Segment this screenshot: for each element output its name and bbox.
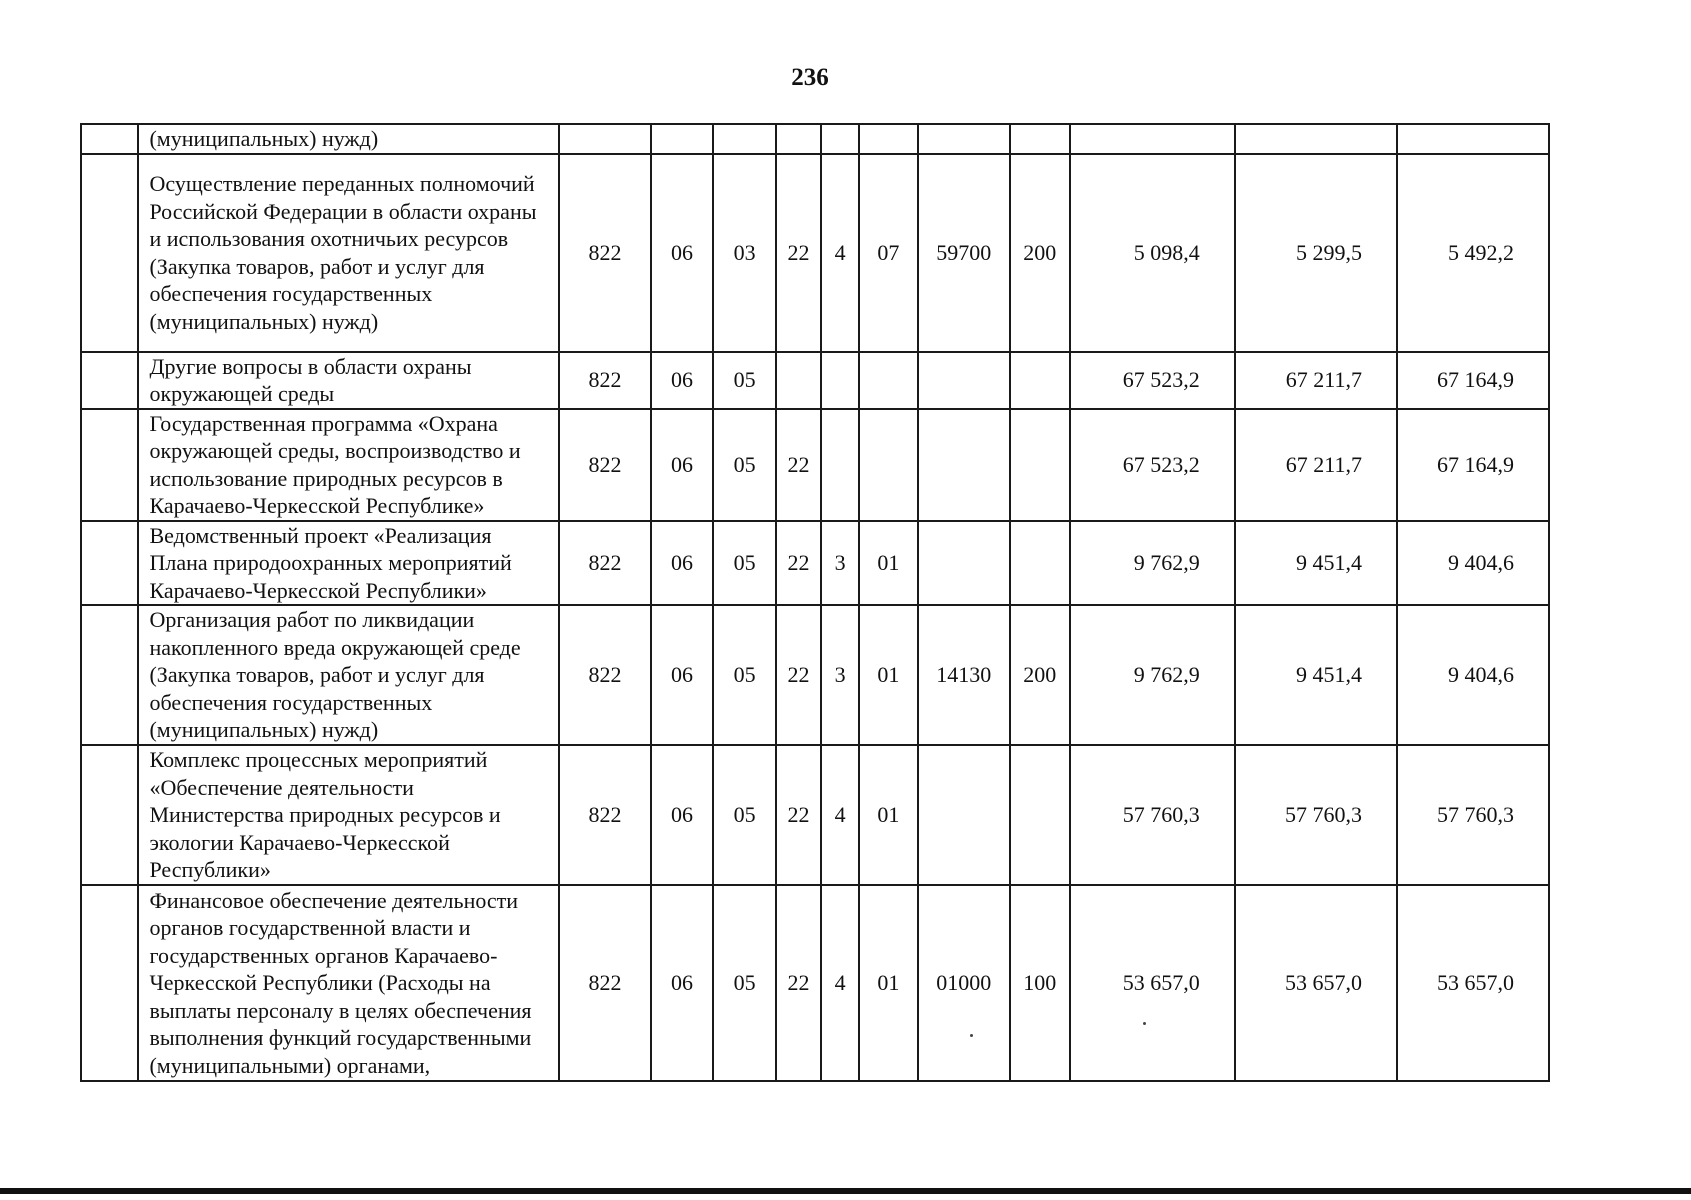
- section-code-cell: 06: [651, 409, 714, 521]
- event-code-cell: [859, 409, 918, 521]
- row-number-cell: [81, 605, 138, 745]
- budget-table: [80, 123, 1550, 1082]
- direction-code-cell: [918, 352, 1010, 409]
- amount-2026-cell: 5 299,5: [1235, 154, 1397, 352]
- event-code-cell: 01: [859, 745, 918, 885]
- event-code-cell: 01: [859, 521, 918, 606]
- expense-type-code-cell: 100: [1010, 885, 1070, 1081]
- amount-2026-cell: 53 657,0: [1235, 885, 1397, 1081]
- amount-2027-cell: 67 164,9: [1397, 352, 1549, 409]
- admin-code-cell: 822: [559, 154, 650, 352]
- direction-code-cell: [918, 521, 1010, 606]
- admin-code-cell: 822: [559, 409, 650, 521]
- admin-code-cell: 822: [559, 745, 650, 885]
- subsection-code-cell: 05: [713, 745, 776, 885]
- direction-code-cell: 14130: [918, 605, 1010, 745]
- admin-code-cell: 822: [559, 885, 650, 1081]
- row-number-cell: [81, 409, 138, 521]
- item-name-cell: Другие вопросы в области охраны окружающей среды: [138, 352, 559, 409]
- event-code-cell: [859, 124, 918, 154]
- table-row: [81, 605, 1549, 745]
- section-code-cell: 06: [651, 885, 714, 1081]
- amount-2027-cell: 53 657,0: [1397, 885, 1549, 1081]
- amount-2027-cell: 5 492,2: [1397, 154, 1549, 352]
- amount-2025-cell: [1070, 124, 1235, 154]
- program-code-cell: 22: [776, 605, 821, 745]
- row-number-cell: [81, 521, 138, 606]
- amount-2025-cell: 67 523,2: [1070, 409, 1235, 521]
- row-number-cell: [81, 154, 138, 352]
- expense-type-code-cell: [1010, 409, 1070, 521]
- amount-2025-cell: 53 657,0: [1070, 885, 1235, 1081]
- event-code-cell: 01: [859, 605, 918, 745]
- program-code-cell: 22: [776, 409, 821, 521]
- table-row: [81, 885, 1549, 1081]
- amount-2025-cell: 5 098,4: [1070, 154, 1235, 352]
- table-body: [81, 124, 1549, 1081]
- scan-speck: [970, 1034, 973, 1037]
- row-number-cell: [81, 885, 138, 1081]
- subprogram-code-cell: [821, 409, 859, 521]
- amount-2027-cell: [1397, 124, 1549, 154]
- admin-code-cell: [559, 124, 650, 154]
- row-number-cell: [81, 745, 138, 885]
- program-code-cell: 22: [776, 521, 821, 606]
- subprogram-code-cell: 4: [821, 745, 859, 885]
- direction-code-cell: [918, 745, 1010, 885]
- subsection-code-cell: 05: [713, 885, 776, 1081]
- expense-type-code-cell: [1010, 521, 1070, 606]
- expense-type-code-cell: [1010, 745, 1070, 885]
- expense-type-code-cell: 200: [1010, 605, 1070, 745]
- page-number: 236: [791, 64, 829, 91]
- item-name-cell: Ведомственный проект «Реализация Плана природоохранных мероприятий Карачаево-Черкесской Республики»: [138, 521, 559, 606]
- expense-type-code-cell: 200: [1010, 154, 1070, 352]
- amount-2025-cell: 67 523,2: [1070, 352, 1235, 409]
- subsection-code-cell: 05: [713, 521, 776, 606]
- direction-code-cell: [918, 409, 1010, 521]
- section-code-cell: 06: [651, 605, 714, 745]
- amount-2027-cell: 9 404,6: [1397, 605, 1549, 745]
- row-number-cell: [81, 124, 138, 154]
- admin-code-cell: 822: [559, 521, 650, 606]
- table-row: [81, 745, 1549, 885]
- item-name-cell: (муниципальных) нужд): [138, 124, 559, 154]
- amount-2025-cell: 57 760,3: [1070, 745, 1235, 885]
- expense-type-code-cell: [1010, 124, 1070, 154]
- amount-2026-cell: 67 211,7: [1235, 409, 1397, 521]
- amount-2025-cell: 9 762,9: [1070, 521, 1235, 606]
- amount-2026-cell: [1235, 124, 1397, 154]
- amount-2026-cell: 67 211,7: [1235, 352, 1397, 409]
- amount-2026-cell: 57 760,3: [1235, 745, 1397, 885]
- section-code-cell: 06: [651, 521, 714, 606]
- section-code-cell: 06: [651, 745, 714, 885]
- table-row: [81, 124, 1549, 154]
- row-number-cell: [81, 352, 138, 409]
- item-name-cell: Государственная программа «Охрана окружающей среды, воспроизводство и использование природных ресурсов в Карачаево-Черкесской Республике»: [138, 409, 559, 521]
- table-row: [81, 409, 1549, 521]
- program-code-cell: 22: [776, 885, 821, 1081]
- direction-code-cell: 01000: [918, 885, 1010, 1081]
- subprogram-code-cell: 3: [821, 521, 859, 606]
- subprogram-code-cell: 4: [821, 154, 859, 352]
- item-name-cell: Финансовое обеспечение деятельности органов государственной власти и государственных органов Карачаево-Черкесской Республики (Расходы на выплаты персоналу в целях обеспечения выполнения функций государственными (муниципальными) органами,: [138, 885, 559, 1081]
- amount-2027-cell: 9 404,6: [1397, 521, 1549, 606]
- table-row: [81, 352, 1549, 409]
- subprogram-code-cell: [821, 124, 859, 154]
- event-code-cell: [859, 352, 918, 409]
- section-code-cell: [651, 124, 714, 154]
- subsection-code-cell: 03: [713, 154, 776, 352]
- table-row: [81, 154, 1549, 352]
- event-code-cell: 07: [859, 154, 918, 352]
- subsection-code-cell: 05: [713, 409, 776, 521]
- admin-code-cell: 822: [559, 352, 650, 409]
- subprogram-code-cell: [821, 352, 859, 409]
- item-name-cell: Организация работ по ликвидации накопленного вреда окружающей среде (Закупка товаров, работ и услуг для обеспечения государственных (муниципальных) нужд): [138, 605, 559, 745]
- amount-2026-cell: 9 451,4: [1235, 521, 1397, 606]
- subsection-code-cell: 05: [713, 352, 776, 409]
- direction-code-cell: [918, 124, 1010, 154]
- amount-2027-cell: 67 164,9: [1397, 409, 1549, 521]
- scan-speck: [1143, 1022, 1146, 1025]
- expense-type-code-cell: [1010, 352, 1070, 409]
- program-code-cell: [776, 124, 821, 154]
- table-row: [81, 521, 1549, 606]
- subprogram-code-cell: 4: [821, 885, 859, 1081]
- program-code-cell: 22: [776, 745, 821, 885]
- program-code-cell: 22: [776, 154, 821, 352]
- subsection-code-cell: [713, 124, 776, 154]
- section-code-cell: 06: [651, 154, 714, 352]
- subprogram-code-cell: 3: [821, 605, 859, 745]
- section-code-cell: 06: [651, 352, 714, 409]
- program-code-cell: [776, 352, 821, 409]
- footer-rule: [0, 1188, 1691, 1194]
- amount-2027-cell: 57 760,3: [1397, 745, 1549, 885]
- item-name-cell: Осуществление переданных полномочий Российской Федерации в области охраны и использования охотничьих ресурсов (Закупка товаров, работ и услуг для обеспечения государственных (муниципальных) нужд): [138, 154, 559, 352]
- subsection-code-cell: 05: [713, 605, 776, 745]
- event-code-cell: 01: [859, 885, 918, 1081]
- direction-code-cell: 59700: [918, 154, 1010, 352]
- amount-2025-cell: 9 762,9: [1070, 605, 1235, 745]
- item-name-cell: Комплекс процессных мероприятий «Обеспечение деятельности Министерства природных ресурсов и экологии Карачаево-Черкесской Республики»: [138, 745, 559, 885]
- admin-code-cell: 822: [559, 605, 650, 745]
- amount-2026-cell: 9 451,4: [1235, 605, 1397, 745]
